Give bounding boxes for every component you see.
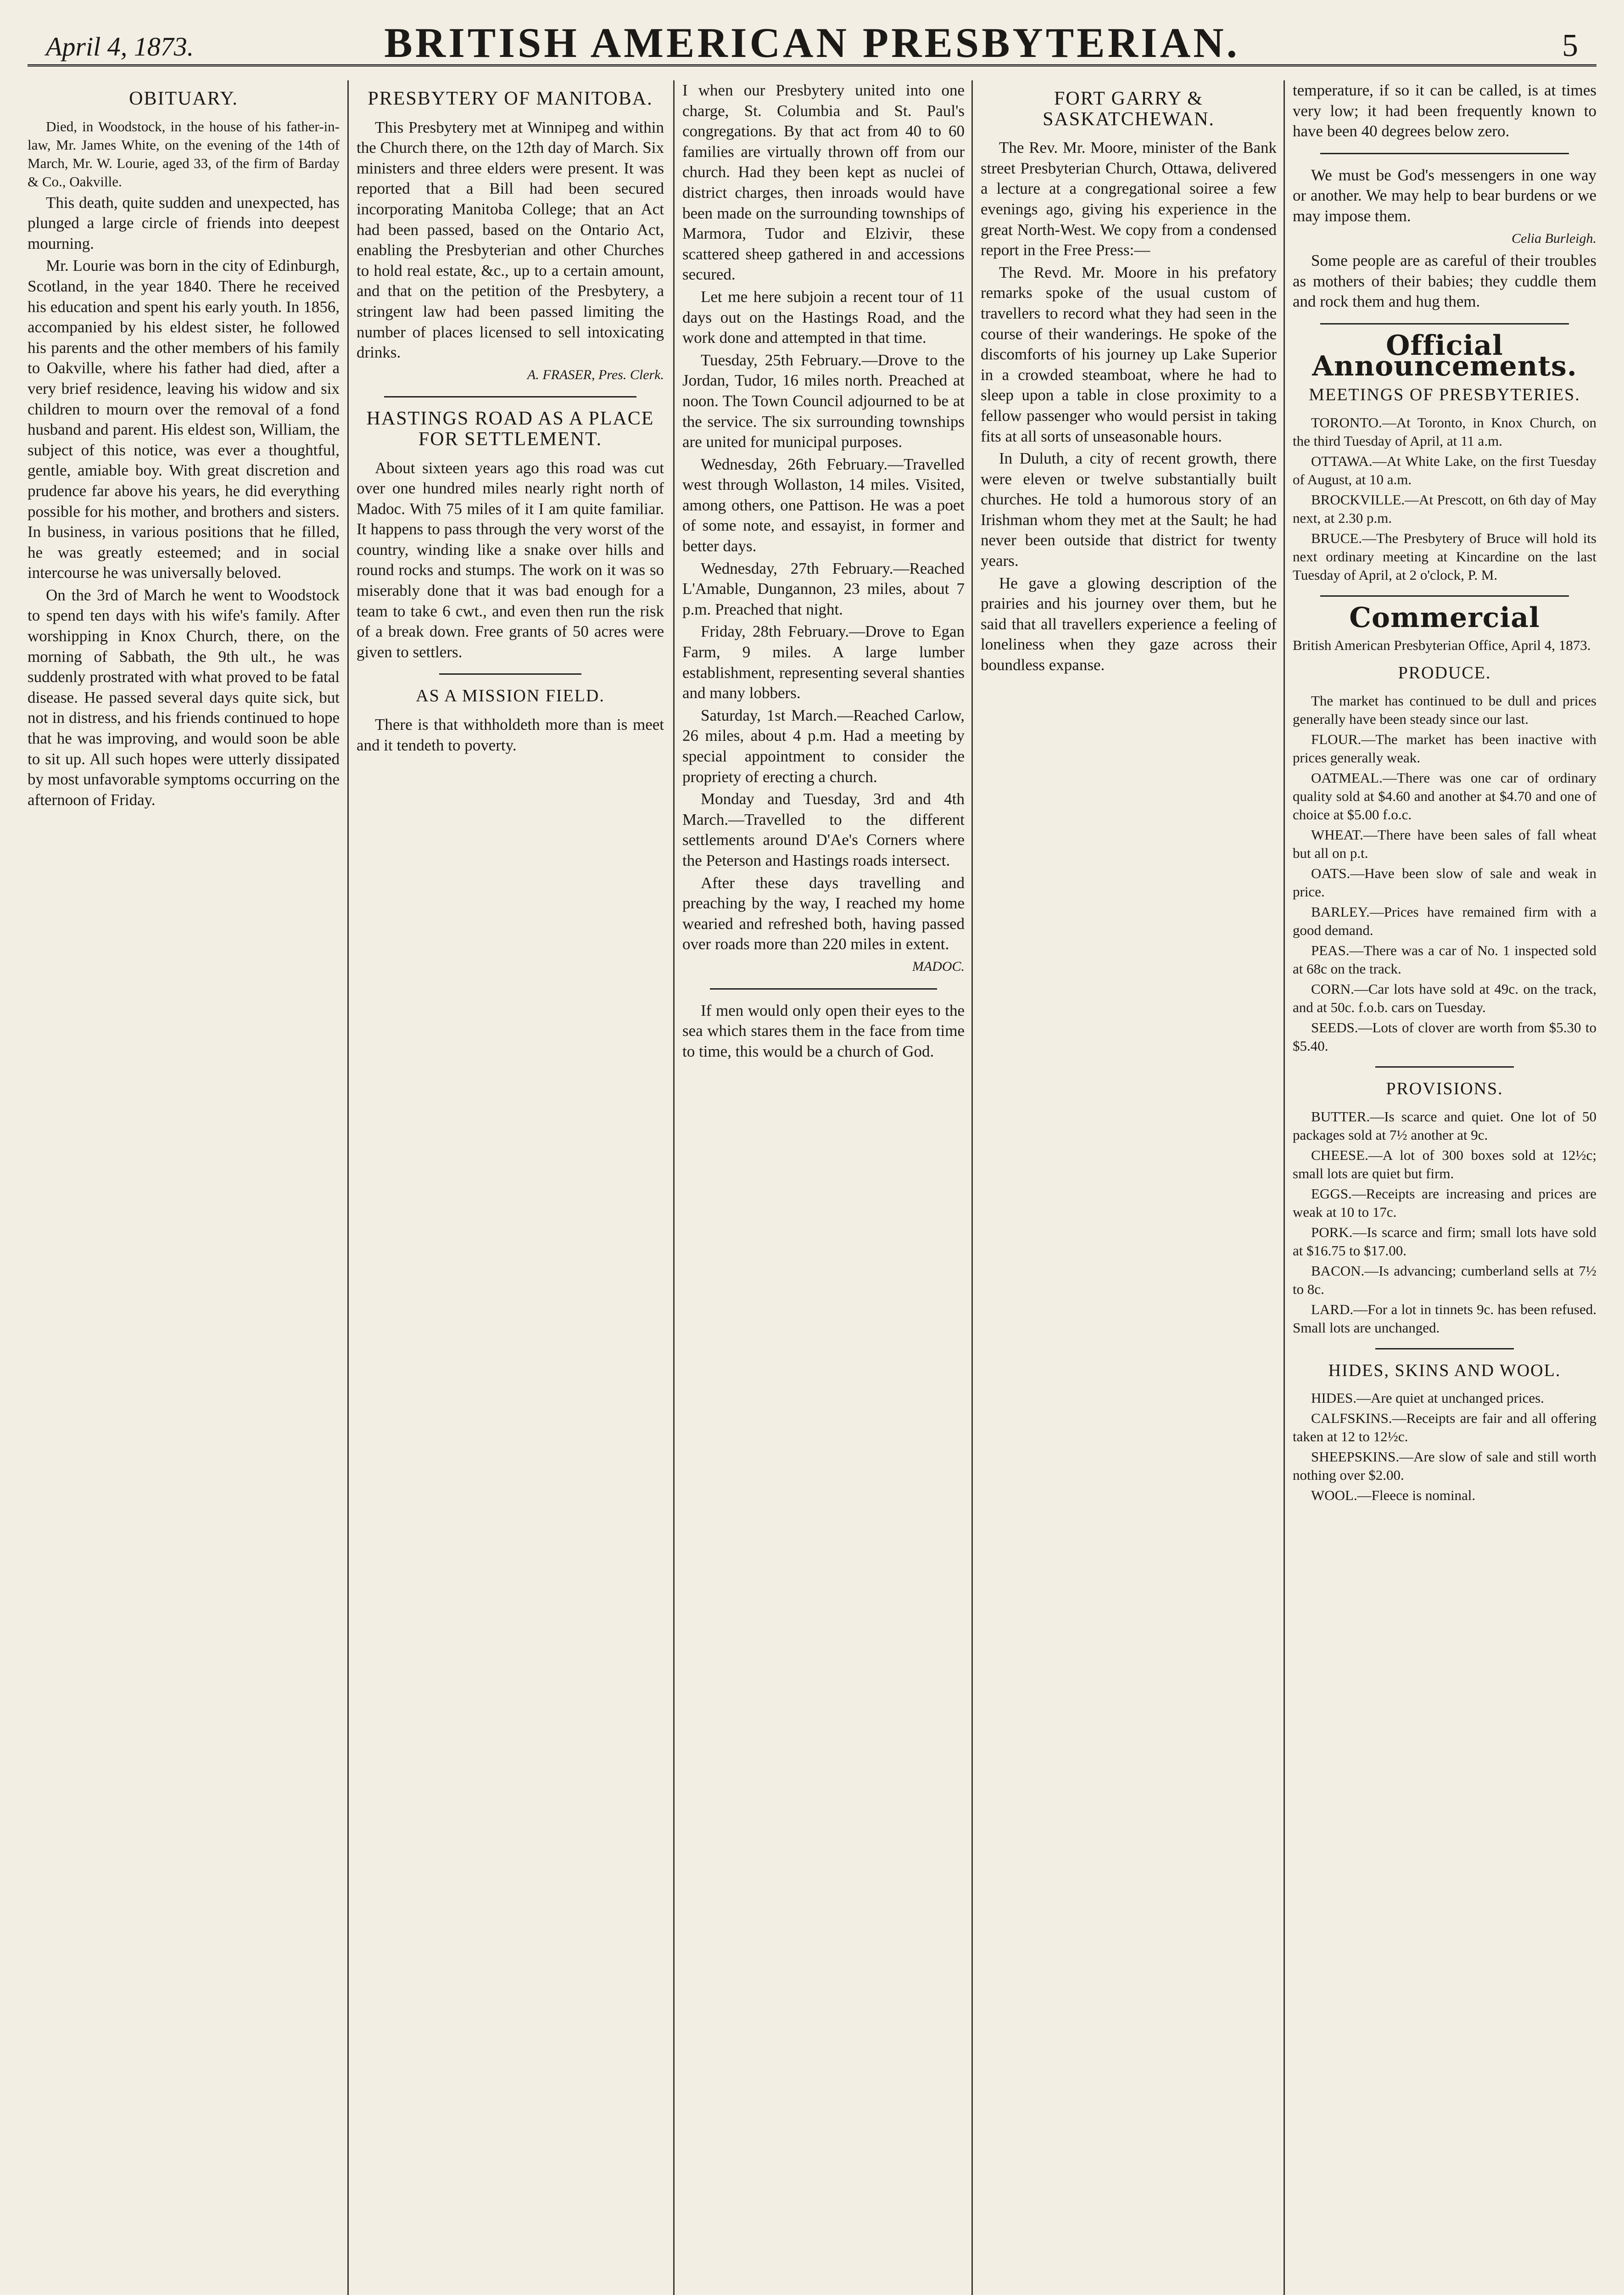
produce-heading: PRODUCE.: [1398, 663, 1491, 683]
section-divider: [1320, 323, 1569, 325]
article-paragraph: The Revd. Mr. Moore in his prefatory remarks spoke of the usual custom of travellers to record what they had seen in the course of their wanderings. He spoke of the discomforts of his journey up Lake Superior in a crowded steamboat, where he had to sleep upon a table in close proximity to a fellow passenger who would persist in taking fits at all sorts of unseasonable hours.: [981, 263, 1277, 445]
quote-paragraph: We must be God's messengers in one way or another. We may help to bear burdens or we may impose them.: [1293, 166, 1596, 225]
column-obituary: [28, 80, 340, 2295]
market-report: SEEDS.—Lots of clover are worth from $5.30 to $5.40.: [1293, 1019, 1596, 1054]
meetings-heading: MEETINGS OF PRESBYTERIES.: [1309, 385, 1580, 405]
meeting-notice: BROCKVILLE.—At Prescott, on 6th day of May next, at 2.30 p.m.: [1293, 491, 1596, 526]
diary-entry: Wednesday, 26th February.—Travelled west through Wollaston, 14 miles. Visited, among others, one Pattison. He was a poet of some note, and essayist, in former and better days.: [682, 455, 965, 555]
hides-heading: HIDES, SKINS AND WOOL.: [1328, 1360, 1561, 1380]
section-divider: [1320, 153, 1569, 154]
obituary-paragraph: This death, quite sudden and unexpected, has plunged a large circle of friends into deepest mourning.: [28, 193, 340, 252]
page-number: 5: [1562, 28, 1578, 63]
commercial-heading: Commercial: [1349, 601, 1540, 634]
provisions-report: LARD.—For a lot in tinnets 9c. has been refused. Small lots are unchanged.: [1293, 1301, 1596, 1336]
obituary-paragraph: On the 3rd of March he went to Woodstock to spend ten days with his wife's family. After worshipping in Knox Church, there, on the morning of Sabbath, the 9th ult., he was suddenly prostrated with what proved to be fatal disease. He passed several days quite sick, but not in distress, and his friends continued to hope that he was improving, and would soon be able to sit up. All such hopes were utterly dissipated by most unfavorable symptoms occurring on the afternoon of Friday.: [28, 586, 340, 809]
meeting-notice: BRUCE.—The Presbytery of Bruce will hold its next ordinary meeting at Kincardine on the last Tuesday of April, at 2 o'clock, P. M.: [1293, 530, 1596, 583]
section-divider: [1375, 1348, 1514, 1349]
provisions-report: PORK.—Is scarce and firm; small lots have sold at $16.75 to $17.00.: [1293, 1224, 1596, 1259]
meeting-notice: OTTAWA.—At White Lake, on the first Tuesday of August, at 10 a.m.: [1293, 453, 1596, 487]
hides-report: WOOL.—Fleece is nominal.: [1311, 1487, 1476, 1504]
column-presbytery: [357, 80, 664, 2295]
article-paragraph: After these days travelling and preaching by the way, I reached my home wearied and refreshed both, having passed over roads more than 220 miles in extent.: [682, 873, 965, 953]
section-divider: [384, 396, 636, 397]
masthead: [28, 14, 1596, 67]
presbytery-signature: A. FRASER, Pres. Clerk.: [527, 367, 664, 382]
hides-report: CALFSKINS.—Receipts are fair and all offering taken at 12 to 12½c.: [1293, 1410, 1596, 1445]
column-rule: [347, 80, 349, 2295]
diary-entry: Wednesday, 27th February.—Reached L'Amable, Dungannon, 23 miles, about 7 p.m. Preached that night.: [682, 559, 965, 618]
column-rule: [971, 80, 973, 2295]
column-announcements: [1293, 80, 1596, 2295]
provisions-report: CHEESE.—A lot of 300 boxes sold at 12½c; small lots are quiet but firm.: [1293, 1147, 1596, 1181]
provisions-report: EGGS.—Receipts are increasing and prices are weak at 10 to 17c.: [1293, 1185, 1596, 1220]
closing-quote: There is that withholdeth more than is meet and it tendeth to poverty.: [357, 716, 664, 754]
presbytery-heading: PRESBYTERY OF MANITOBA.: [368, 88, 653, 109]
quote-paragraph: Some people are as careful of their troubles as mothers of their babies; they cuddle them and rock them and hug them.: [1293, 252, 1596, 311]
hides-report: HIDES.—Are quiet at unchanged prices.: [1311, 1390, 1544, 1406]
issue-date: April 4, 1873.: [46, 32, 194, 62]
article-paragraph: He gave a glowing description of the prairies and his journey over them, but he said that all travellers experience a feeling of loneliness when they gaze across their boundless expanse.: [981, 574, 1277, 674]
quote-signature: Celia Burleigh.: [1512, 230, 1596, 246]
market-report: FLOUR.—The market has been inactive with prices generally weak.: [1293, 731, 1596, 766]
hides-report: SHEEPSKINS.—Are slow of sale and still worth nothing over $2.00.: [1293, 1449, 1596, 1483]
obituary-paragraph: Mr. Lourie was born in the city of Edinburgh, Scotland, in the year 1840. There he received his education and spent his early youth. In 1856, accompanied by his eldest sister, he followed his parents and the other members of his family to Oakville, where his father had died, after a very brief residence, leaving his widow and six children to mourn over the removal of a fond husband and parent. His eldest son, William, the subject of this notice, was ever a thoughtful, gentle, amiable boy. With great discretion and prudence far above his years, he did everything possible for his mother, and brothers and sisters. In business, in various positions that he filled, he was greatly esteemed; and in social intercourse he was universally beloved.: [28, 257, 340, 582]
column-fort-garry: [981, 80, 1277, 2295]
official-announcements-heading: Official Announcements.: [1312, 329, 1577, 382]
provisions-report: BUTTER.—Is scarce and quiet. One lot of 50 packages sold at 7½ another at 9c.: [1293, 1108, 1596, 1143]
commercial-dateline: British American Presbyterian Office, April 4, 1873.: [1293, 637, 1591, 654]
presbytery-paragraph: This Presbytery met at Winnipeg and within the Church there, on the 12th day of March. Six ministers and three elders were present. It was reported that a Bill had been secured incorporating Manitoba College; that an Act had been passed, based on the Ontario Act, enabling the Presbyterian and other Churches to hold real estate, &c., up to a certain amount, and that on the petition of the Presbytery, a stringent law had been passed limiting the number of places licensed to sell intoxicating drinks.: [357, 118, 664, 362]
hastings-heading: HASTINGS ROAD AS A PLACE FOR SETTLEMENT.: [366, 408, 654, 450]
section-divider: [710, 988, 937, 990]
article-paragraph: In Duluth, a city of recent growth, there were eleven or twelve substantially built churches. He told a humorous story of an Irishman whom they met at the Sault; he had never been outside that district for twenty years.: [981, 449, 1277, 570]
section-divider: [1320, 595, 1569, 597]
diary-entry: Tuesday, 25th February.—Drove to the Jordan, Tudor, 16 miles north. Preached at noon. The Town Council adjourned to be at the service. The six surrounding townships are united for municipal purposes.: [682, 351, 965, 451]
article-paragraph: I when our Presbytery united into one charge, St. Columbia and St. Paul's congregations. By that act from 40 to 60 families are virtually thrown off from our church. Had they been kept as nuclei of district charges, then inroads would have been made on the surrounding townships of Marmora, Tudor and Elzivir, these scattered sheep gathered in and accessions secured.: [682, 81, 965, 284]
market-report: OATMEAL.—There was one car of ordinary quality sold at $4.60 and another at $4.70 and one of choice at $5.00 f.o.c.: [1293, 769, 1596, 823]
column-hastings-continued: [682, 80, 965, 2295]
market-report: PEAS.—There was a car of No. 1 inspected sold at 68c on the track.: [1293, 942, 1596, 977]
diary-entry: Saturday, 1st March.—Reached Carlow, 26 miles, about 4 p.m. Had a meeting by special appointment to consider the propriety of erecting a church.: [682, 706, 965, 786]
diary-entry: Monday and Tuesday, 3rd and 4th March.—Travelled to the different settlements around D'Ae's Corners where the Peterson and Hastings roads intersect.: [682, 790, 965, 869]
column-rule: [673, 80, 675, 2295]
obituary-heading: OBITUARY.: [129, 88, 238, 109]
article-paragraph: The Rev. Mr. Moore, minister of the Bank street Presbyterian Church, Ottawa, delivered a lecture at a congregational soiree a few evenings ago, giving his experience in the great North-West. We copy from a condensed report in the Free Press:—: [981, 139, 1277, 259]
market-report: BARLEY.—Prices have remained firm with a good demand.: [1293, 903, 1596, 938]
fort-garry-heading: FORT GARRY & SASKATCHEWAN.: [1043, 88, 1215, 130]
article-signature: MADOC.: [912, 958, 965, 974]
newspaper-title: BRITISH AMERICAN PRESBYTERIAN.: [384, 19, 1240, 66]
diary-entry: Friday, 28th February.—Drove to Egan Farm, 9 miles. A large lumber establishment, representing several shanties and many lobbers.: [682, 622, 965, 702]
provisions-heading: PROVISIONS.: [1386, 1079, 1503, 1098]
market-report: OATS.—Have been slow of sale and weak in price.: [1293, 865, 1596, 900]
lecture-paragraph: temperature, if so it can be called, is at times very low; it had been frequently known to have been 40 degrees below zero.: [1293, 81, 1596, 140]
death-notice: Died, in Woodstock, in the house of his father-in-law, Mr. James White, on the evening of the 14th of March, Mr. W. Lourie, aged 33, of the firm of Barday & Co., Oakville.: [28, 118, 340, 190]
provisions-report: BACON.—Is advancing; cumberland sells at 7½ to 8c.: [1293, 1262, 1596, 1297]
section-divider: [439, 673, 581, 675]
hastings-paragraph: About sixteen years ago this road was cut over one hundred miles nearly right north of Madoc. With 75 miles of it I am quite familiar. It happens to pass through the very worst of the country, winding like a snake over hills and round rocks and stumps. The work on it was so miserably done that it was bad enough for a team to take 6 cwt., and even then run the risk of a break down. Free grants of 50 acres were given to settlers.: [357, 459, 664, 661]
article-paragraph: If men would only open their eyes to the sea which stares them in the face from time to time, this would be a church of God.: [682, 1001, 965, 1060]
market-report: The market has continued to be dull and prices generally have been steady since our last.: [1293, 692, 1596, 727]
market-report: CORN.—Car lots have sold at 49c. on the track, and at 50c. f.o.b. cars on Tuesday.: [1293, 980, 1596, 1015]
article-paragraph: Let me here subjoin a recent tour of 11 days out on the Hastings Road, and the work done and attempted in that time.: [682, 287, 965, 347]
market-report: WHEAT.—There have been sales of fall wheat but all on p.t.: [1293, 826, 1596, 861]
section-divider: [1375, 1066, 1514, 1068]
meeting-notice: TORONTO.—At Toronto, in Knox Church, on the third Tuesday of April, at 11 a.m.: [1293, 414, 1596, 449]
mission-field-heading: AS A MISSION FIELD.: [416, 686, 605, 706]
column-rule: [1284, 80, 1285, 2295]
